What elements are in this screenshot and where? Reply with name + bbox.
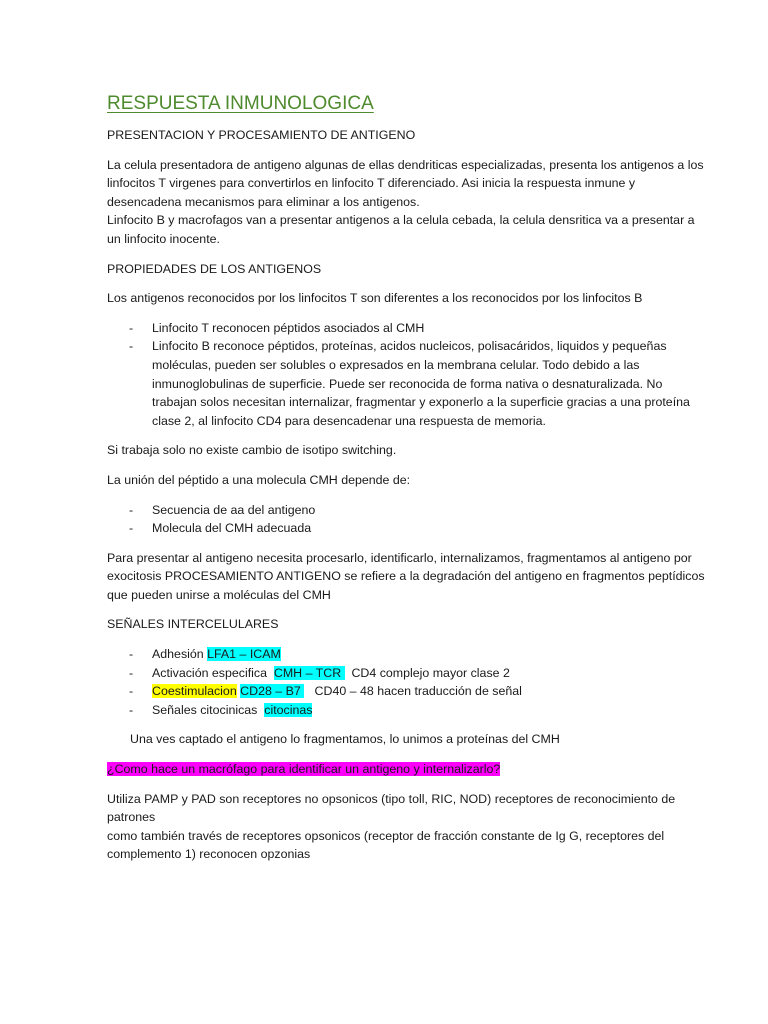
section-heading-presentacion: PRESENTACION Y PROCESAMIENTO DE ANTIGENO — [107, 128, 416, 142]
list-item: - Molecula del CMH adecuada — [107, 519, 708, 538]
list-union — [107, 501, 708, 538]
list-item: - Linfocito T reconocen péptidos asociados al CMH — [107, 319, 708, 338]
paragraph: Para presentar al antigeno necesita procesarlo, identificarlo, internalizamos, fragmentamos al antigeno por exocitosis PROCESAMIENTO ANTIGENO se refiere a la degradación del antigeno en fragmentos peptídicos que pueden unirse a moléculas del CMH — [107, 550, 705, 602]
item-label: Señales citocinicas — [152, 702, 265, 717]
list-item — [107, 701, 708, 720]
section-heading-senales: SEÑALES INTERCELULARES — [107, 617, 279, 632]
list-item: - Secuencia de aa del antigeno — [107, 501, 708, 520]
item-label: Adhesión — [152, 647, 208, 662]
paragraph — [107, 790, 708, 864]
paragraph-text: Linfocito B y macrofagos van a presentar antigenos a la celula cebada, la celula densritica va a presentar a un linfocito inocente. — [107, 213, 695, 246]
highlight-cyan: LFA1 – ICAM — [207, 647, 281, 662]
question-line — [107, 760, 708, 779]
list-propiedades — [107, 319, 708, 431]
list-item — [107, 682, 708, 701]
paragraph: Una ves captado el antigeno lo fragmentamos, lo unimos a proteínas del CMH — [130, 732, 560, 747]
highlight-cyan: citocinas — [264, 702, 313, 717]
paragraph-text: como también través de receptores opsonicos (receptor de fracción constante de Ig G, receptores del complemento 1) reconocen opzonias — [107, 828, 665, 862]
highlight-yellow: Coestimulacion — [152, 684, 237, 699]
item-rest: CD40 – 48 hacen traducción de señal — [304, 684, 522, 699]
list-item — [107, 645, 708, 664]
item-label: Activación especifica — [152, 665, 274, 680]
list-item — [107, 664, 708, 683]
paragraph: La unión del péptido a una molecula CMH depende de: — [107, 472, 411, 487]
paragraph-text: Utiliza PAMP y PAD son receptores no opsonicos (tipo toll, RIC, NOD) receptores de reconocimiento de patrones — [107, 791, 676, 825]
paragraph: Si trabaja solo no existe cambio de isotipo switching. — [107, 443, 397, 458]
highlight-cyan: CMH – TCR — [273, 665, 345, 680]
list-senales — [107, 645, 708, 719]
highlight-cyan: CD28 – B7 — [240, 684, 305, 699]
item-rest: CD4 complejo mayor clase 2 — [344, 665, 510, 680]
paragraph: Los antigenos reconocidos por los linfocitos T son diferentes a los reconocidos por los linfocitos B — [107, 291, 643, 306]
document-title: RESPUESTA INMUNOLOGICA — [107, 93, 374, 114]
paragraph-text: La celula presentadora de antigeno algunas de ellas dendriticas especializadas, presenta los antigenos a los linfocitos T virgenes para convertirlos en linfocito T diferenciado. Asi inicia la respuesta inmune y desencadena mecanismos para eliminar a los antigenos. — [107, 157, 704, 209]
paragraph — [107, 156, 708, 249]
section-heading-propiedades: PROPIEDADES DE LOS ANTIGENOS — [107, 261, 322, 276]
highlight-magenta: ¿Como hace un macrófago para identificar un antigeno y internalizarlo? — [107, 762, 501, 777]
list-item: - Linfocito B reconoce péptidos, proteínas, acidos nucleicos, polisacáridos, liquidos y pequeñas moléculas, pueden ser solubles o expresados en la membrana celular. Todo debido a las inmunoglobulinas de superficie. Puede ser reconocida de forma nativa o desnaturalizada. No trabajan solos necesitan internalizar, fragmentar y exponerlo a la superficie gracias a una proteína clase 2, al linfocito CD4 para desencadenar una respuesta de memoria. — [107, 337, 708, 430]
